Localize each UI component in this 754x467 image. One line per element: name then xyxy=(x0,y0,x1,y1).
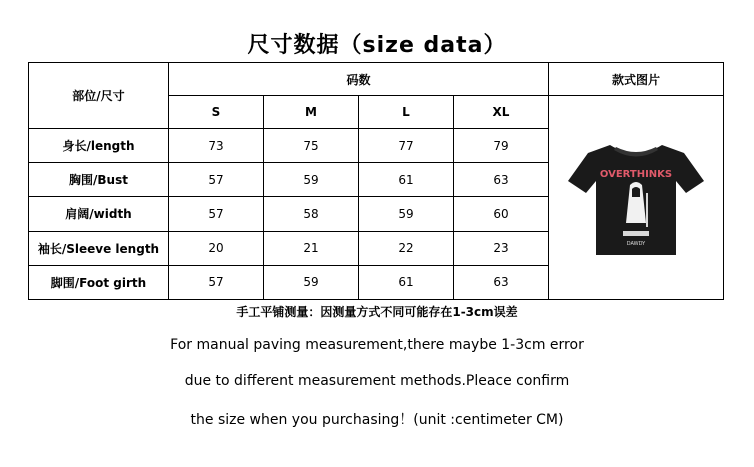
measurement-note-cn: 手工平铺测量：因测量方式不同可能存在1-3cm误差 xyxy=(236,305,518,319)
row-label-foot-girth: 脚围/Foot girth xyxy=(29,265,169,299)
size-header-l: L xyxy=(359,96,454,129)
row-label-bust: 胸围/Bust xyxy=(29,163,169,197)
shirt-tag-text: DAWDY xyxy=(626,240,646,247)
shirt-print-text: OVERTHINKS xyxy=(599,168,673,180)
cell-bust-xl: 63 xyxy=(454,163,549,197)
cell-length-xl: 79 xyxy=(454,129,549,163)
cell-length-s: 73 xyxy=(169,129,264,163)
cell-length-l: 77 xyxy=(359,129,454,163)
size-header-s: S xyxy=(169,96,264,129)
cell-sleeve-l: 22 xyxy=(359,231,454,265)
size-header-xl: XL xyxy=(454,96,549,129)
page-title: 尺寸数据（size data） xyxy=(247,33,507,58)
cell-bust-l: 61 xyxy=(359,163,454,197)
product-image-cell xyxy=(549,96,724,300)
cell-bust-s: 57 xyxy=(169,163,264,197)
size-group-header: 码数 xyxy=(169,63,549,96)
size-header-m: M xyxy=(264,96,359,129)
measurement-note-en-3: the size when you purchasing！(unit :centimeter CM) xyxy=(190,412,564,428)
row-label-width: 肩阔/width xyxy=(29,197,169,231)
cell-length-m: 75 xyxy=(264,129,359,163)
cell-sleeve-xl: 23 xyxy=(454,231,549,265)
cell-width-l: 59 xyxy=(359,197,454,231)
cell-width-xl: 60 xyxy=(454,197,549,231)
cell-sleeve-s: 20 xyxy=(169,231,264,265)
measurement-note-en-2: due to different measurement methods.Pleace confirm xyxy=(184,373,570,389)
cell-sleeve-m: 21 xyxy=(264,231,359,265)
row-label-length: 身长/length xyxy=(29,129,169,163)
style-image-header: 款式图片 xyxy=(549,63,724,96)
cell-foot-m: 59 xyxy=(264,265,359,299)
cell-width-s: 57 xyxy=(169,197,264,231)
measurement-note-en-1: For manual paving measurement,there maybe 1-3cm error xyxy=(170,337,584,353)
cell-foot-xl: 63 xyxy=(454,265,549,299)
cell-foot-l: 61 xyxy=(359,265,454,299)
size-table xyxy=(28,62,724,300)
cell-width-m: 58 xyxy=(264,197,359,231)
cell-bust-m: 59 xyxy=(264,163,359,197)
tshirt-image xyxy=(566,133,706,263)
part-size-header: 部位/尺寸 xyxy=(29,63,169,129)
row-label-sleeve: 袖长/Sleeve length xyxy=(29,231,169,265)
cell-foot-s: 57 xyxy=(169,265,264,299)
